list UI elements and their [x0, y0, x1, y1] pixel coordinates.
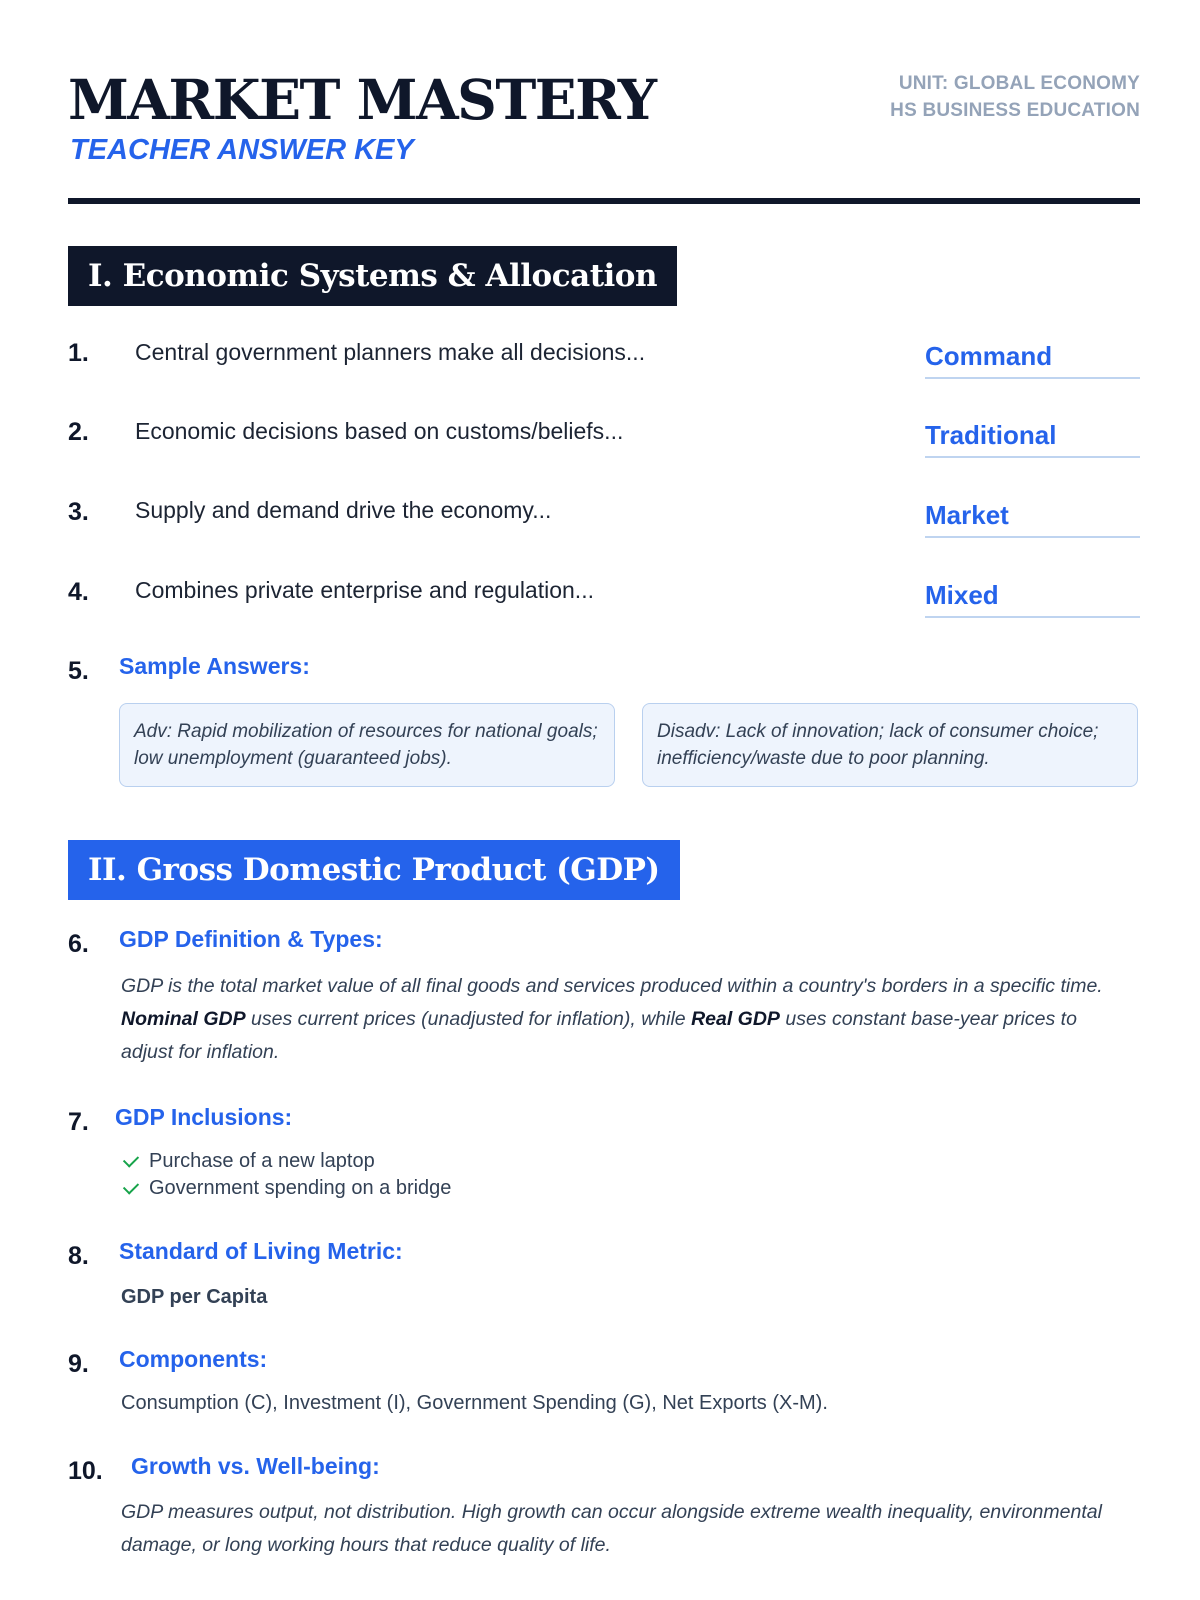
check-icon — [123, 1151, 139, 1167]
section-1-header: I. Economic Systems & Allocation — [68, 246, 677, 306]
components-answer: Consumption (C), Investment (I), Government Spending (G), Net Exports (X-M). — [121, 1392, 828, 1414]
nominal-gdp-term: Nominal GDP — [121, 1008, 246, 1030]
question-number: 5. — [68, 657, 89, 685]
unit-label: UNIT: GLOBAL ECONOMY — [898, 73, 1140, 94]
course-meta — [890, 70, 1140, 124]
course-label: HS BUSINESS EDUCATION — [890, 100, 1140, 121]
question-number: 4. — [68, 578, 89, 606]
definition-part: GDP is the total market value of all final goods and services produced within a country's borders in a specific time. — [121, 975, 1103, 997]
question-prompt: Supply and demand drive the economy... — [135, 497, 552, 523]
list-item-label: Government spending on a bridge — [149, 1177, 452, 1199]
definition-part: uses constant base-year prices to adjust for inflation. — [121, 1008, 1077, 1063]
disadvantage-answer-box: Disadv: Lack of innovation; lack of consumer choice; inefficiency/waste due to poor planning. — [642, 703, 1138, 787]
question-heading: Standard of Living Metric: — [119, 1238, 403, 1264]
check-icon — [123, 1178, 139, 1194]
list-item — [122, 1175, 451, 1202]
question-prompt: Central government planners make all decisions... — [135, 339, 646, 365]
gdp-definition-text — [121, 970, 1131, 1069]
growth-wellbeing-answer: GDP measures output, not distribution. High growth can occur alongside extreme wealth inequality, environmental damage, or long working hours that reduce quality of life. — [121, 1501, 1102, 1556]
question-number: 1. — [68, 339, 89, 367]
answer-field: Traditional — [925, 420, 1140, 458]
page-subtitle: TEACHER ANSWER KEY — [70, 134, 414, 166]
question-number: 7. — [68, 1108, 89, 1136]
question-number: 2. — [68, 418, 89, 446]
question-number: 9. — [68, 1350, 89, 1378]
inclusions-list — [122, 1148, 451, 1202]
question-number: 6. — [68, 930, 89, 958]
definition-part: uses current prices (unadjusted for inflation), while — [245, 1008, 692, 1030]
answer-field: Market — [925, 500, 1140, 538]
page-title: MARKET MASTERY — [68, 67, 656, 132]
question-heading: GDP Definition & Types: — [119, 926, 383, 952]
question-heading: GDP Inclusions: — [115, 1104, 293, 1130]
answer-field: Command — [925, 341, 1140, 379]
question-number: 10. — [68, 1457, 103, 1485]
answer-field: Mixed — [925, 580, 1140, 618]
question-prompt: Combines private enterprise and regulation... — [135, 577, 594, 603]
advantage-answer-box: Adv: Rapid mobilization of resources for national goals; low unemployment (guaranteed jobs). — [119, 703, 615, 787]
section-2-header: II. Gross Domestic Product (GDP) — [68, 840, 680, 900]
worksheet-page — [68, 0, 1140, 1600]
list-item-label: Purchase of a new laptop — [149, 1150, 375, 1172]
header-divider — [68, 198, 1140, 204]
real-gdp-term: Real GDP — [691, 1008, 780, 1030]
list-item — [122, 1148, 451, 1175]
question-prompt: Economic decisions based on customs/beliefs... — [135, 418, 624, 444]
question-number: 8. — [68, 1242, 89, 1270]
standard-of-living-answer: GDP per Capita — [121, 1286, 268, 1308]
question-heading: Growth vs. Well-being: — [131, 1453, 380, 1479]
question-number: 3. — [68, 498, 89, 526]
question-heading: Components: — [119, 1346, 268, 1372]
question-heading: Sample Answers: — [119, 653, 310, 679]
page-header — [68, 66, 1140, 206]
